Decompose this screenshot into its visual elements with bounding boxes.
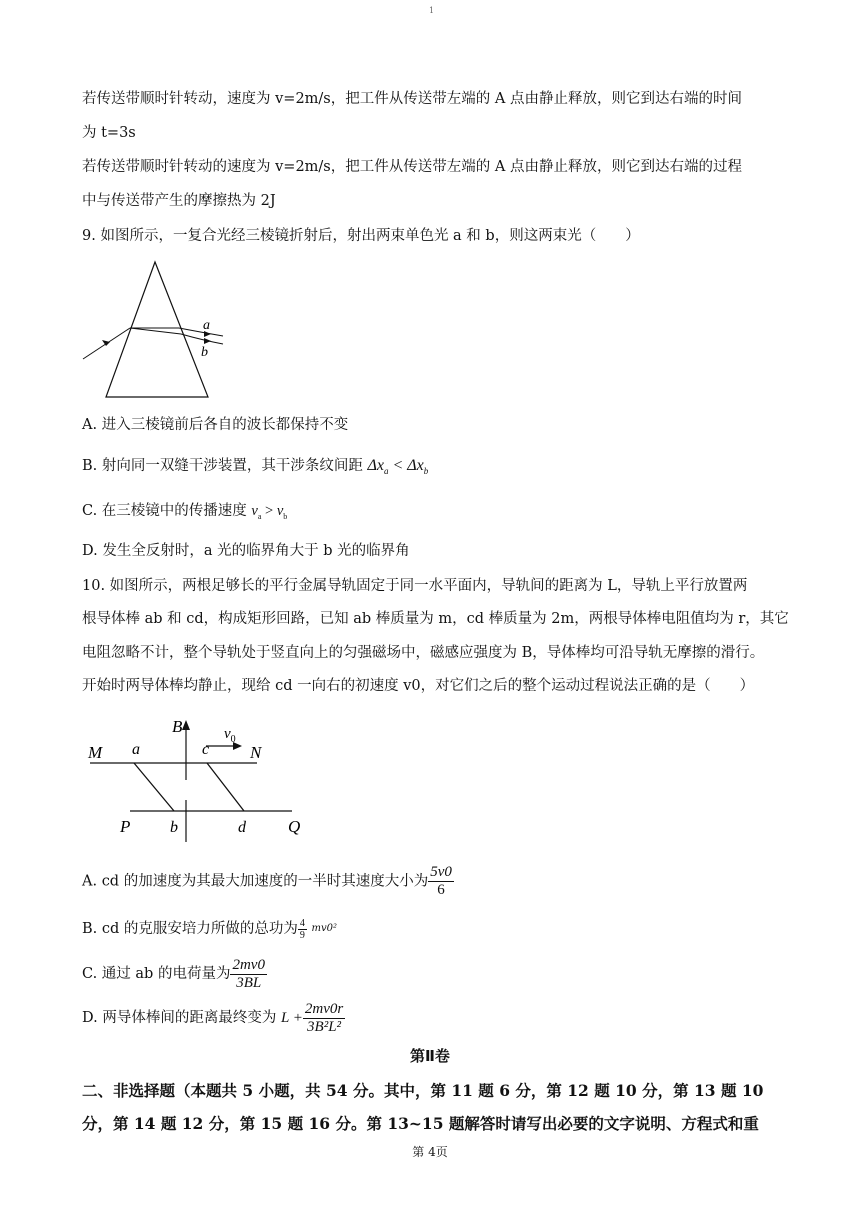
rod-ab [134,763,174,811]
q10-option-c: C. 通过 ab 的电荷量为 $\frac{2mv0}{3BL}$ [82,956,265,991]
svg-text:N: N [250,743,262,762]
label-v0: $v_0$ [224,726,236,745]
q10-stem-line3: 电阻忽略不计，整个导轨处于竖直向上的匀强磁场中，磁感应强度为 B，导体棒均可沿导轨无摩擦的滑行。 [82,645,765,661]
q9-option-a: A. 进入三棱镜前后各自的波长都保持不变 [82,417,349,433]
svg-text:M: M [88,743,103,762]
q9-option-c: C. 在三棱镜中的传播速度 $v_a > v_b$ [82,503,288,521]
prism-triangle [106,262,208,397]
q10-option-a: A. cd 的加速度为其最大加速度的一半时其速度大小为 $\frac{5v0}{6}$ [82,864,452,898]
page-top-mark: 1 [429,6,435,15]
label-b: b [201,345,208,360]
part2-instruction-line2: 分，第 14 题 12 分，第 15 题 16 分。第 13~15 题解答时请写出必要的文字说明、方程式和重 [82,1114,759,1133]
q10-stem-line4: 开始时两导体棒均静止，现给 cd 一向右的初速度 v0，对它们之后的整个运动过程说法正确的是（ ） [82,678,755,694]
prism-figure [80,256,240,401]
q10-stem-line1: 10. 如图所示，两根足够长的平行金属导轨固定于同一水平面内，导轨间的距离为 L，导轨上平行放置两 [82,578,748,594]
page-footer: 第 4页 [412,1145,448,1159]
svg-text:B: B [172,717,183,736]
svg-text:b: b [170,819,178,836]
svg-text:d: d [238,819,246,836]
rod-cd [207,763,244,811]
q8-option-d-line1: 若传送带顺时针转动的速度为 v=2m/s，把工件从传送带左端的 A 点由静止释放，则它到达右端的过程 [82,159,742,175]
svg-text:Q: Q [288,817,301,836]
q9-option-d: D. 发生全反射时，a 光的临界角大于 b 光的临界角 [82,543,410,559]
part2-instruction-line1: 二、非选择题（本题共 5 小题，共 54 分。其中，第 11 题 6 分，第 12 题 10 分，第 13 题 10 [82,1081,764,1100]
q10-stem-line2: 根导体棒 ab 和 cd，构成矩形回路，已知 ab 棒质量为 m，cd 棒质量为 2m，两根导体棒电阻值均为 r，其它 [82,611,789,627]
label-a: a [203,318,210,333]
q8-option-c-line2: 为 t=3s [82,125,136,141]
svg-text:P: P [120,817,131,836]
svg-text:a: a [132,741,140,758]
rails-figure [82,708,322,848]
svg-text:c: c [202,741,210,758]
q8-option-d-line2: 中与传送带产生的摩擦热为 2J [82,193,276,209]
q9-option-b: B. 射向同一双缝干涉装置，其干涉条纹间距 $\Delta x_a < \Delta x_b$ [82,457,429,477]
part2-title: 第Ⅱ卷 [410,1047,450,1065]
ray-b-inside [130,328,181,334]
q10-option-d: D. 两导体棒间的距离最终变为 L + $\frac{2mv0r}{\text{3B²L²}}$ [82,1000,344,1035]
q10-option-b: B. cd 的克服安培力所做的总功为 $\frac{4}{9}$ mv0² [82,917,338,941]
q8-option-c-line1: 若传送带顺时针转动，速度为 v=2m/s，把工件从传送带左端的 A 点由静止释放，则它到达右端的时间 [82,91,742,107]
ray-b-out [181,334,223,344]
q9-stem: 9. 如图所示，一复合光经三棱镜折射后，射出两束单色光 a 和 b，则这两束光（ ） [82,228,640,244]
